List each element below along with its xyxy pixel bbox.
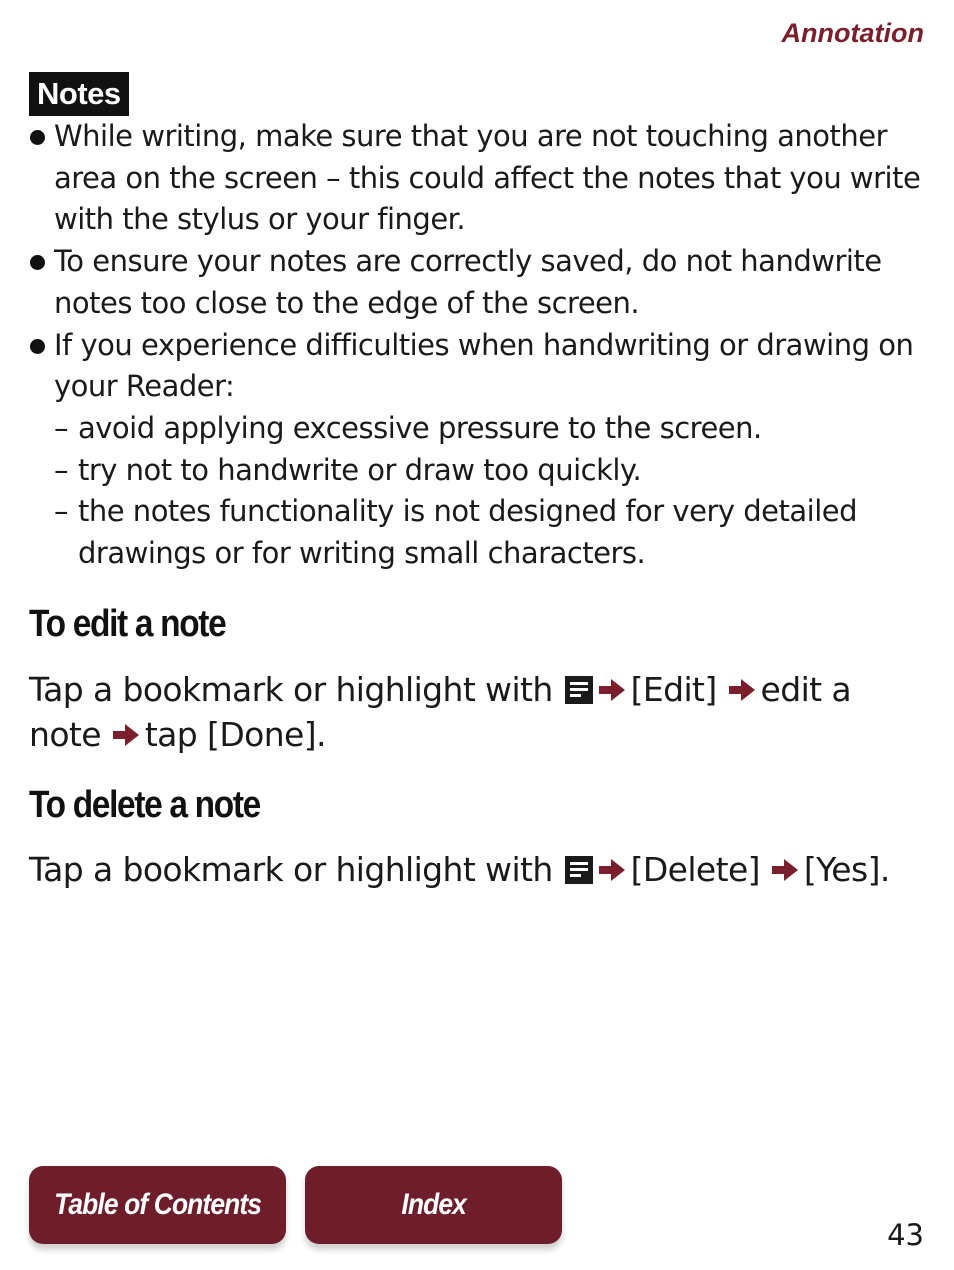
- sub-list-item: [30, 408, 935, 450]
- bullet-icon: [30, 339, 45, 354]
- table-of-contents-button[interactable]: [29, 1166, 286, 1244]
- index-label: Index: [401, 1188, 466, 1221]
- arrow-right-icon: [772, 859, 798, 881]
- list-item-text: While writing, make sure that you are not touching another area on the screen – this could affect the notes that you write with the stylus or your finger.: [54, 119, 921, 237]
- sub-list-item-text: try not to handwrite or draw too quickly.: [78, 452, 642, 487]
- dash-marker: –: [54, 410, 68, 445]
- bullet-icon: [30, 255, 45, 270]
- sub-list-item: [30, 450, 935, 492]
- delete-step-text: Tap a bookmark or highlight with: [29, 850, 553, 889]
- edit-note-heading: To edit a note: [29, 603, 226, 645]
- edit-step-text: edit a note: [29, 670, 852, 754]
- menu-icon: [565, 856, 593, 884]
- arrow-right-icon: [599, 859, 625, 881]
- delete-step-text: [Delete]: [630, 850, 760, 889]
- edit-note-instructions: [29, 667, 929, 757]
- edit-step-text: Tap a bookmark or highlight with: [29, 670, 553, 709]
- section-label: Annotation: [781, 18, 924, 48]
- bullet-icon: [30, 130, 45, 145]
- index-button[interactable]: [305, 1166, 562, 1244]
- arrow-right-icon: [599, 679, 625, 701]
- arrow-right-icon: [113, 724, 139, 746]
- list-item: [30, 325, 935, 408]
- delete-note-instructions: [29, 847, 929, 892]
- edit-step-text: tap [Done].: [144, 715, 326, 754]
- list-item: [30, 241, 935, 324]
- notes-list: [30, 116, 935, 575]
- sub-list-item: [30, 491, 935, 574]
- dash-marker: –: [54, 494, 68, 529]
- delete-note-heading: To delete a note: [29, 784, 260, 826]
- table-of-contents-label: Table of Contents: [54, 1188, 261, 1221]
- sub-list-item-text: the notes functionality is not designed for very detailed drawings or for writing small characters.: [78, 494, 857, 571]
- delete-step-text: [Yes].: [803, 850, 890, 889]
- page-number: 43: [887, 1218, 924, 1252]
- list-item: [30, 116, 935, 241]
- sub-list-item-text: avoid applying excessive pressure to the screen.: [78, 410, 762, 445]
- list-item-text: To ensure your notes are correctly saved, do not handwrite notes too close to the edge of the screen.: [54, 244, 882, 320]
- menu-icon: [565, 676, 593, 704]
- notes-badge: Notes: [29, 72, 129, 116]
- dash-marker: –: [54, 452, 68, 487]
- arrow-right-icon: [729, 679, 755, 701]
- edit-step-text: [Edit]: [630, 670, 717, 709]
- list-item-text: If you experience difficulties when handwriting or drawing on your Reader:: [54, 327, 914, 404]
